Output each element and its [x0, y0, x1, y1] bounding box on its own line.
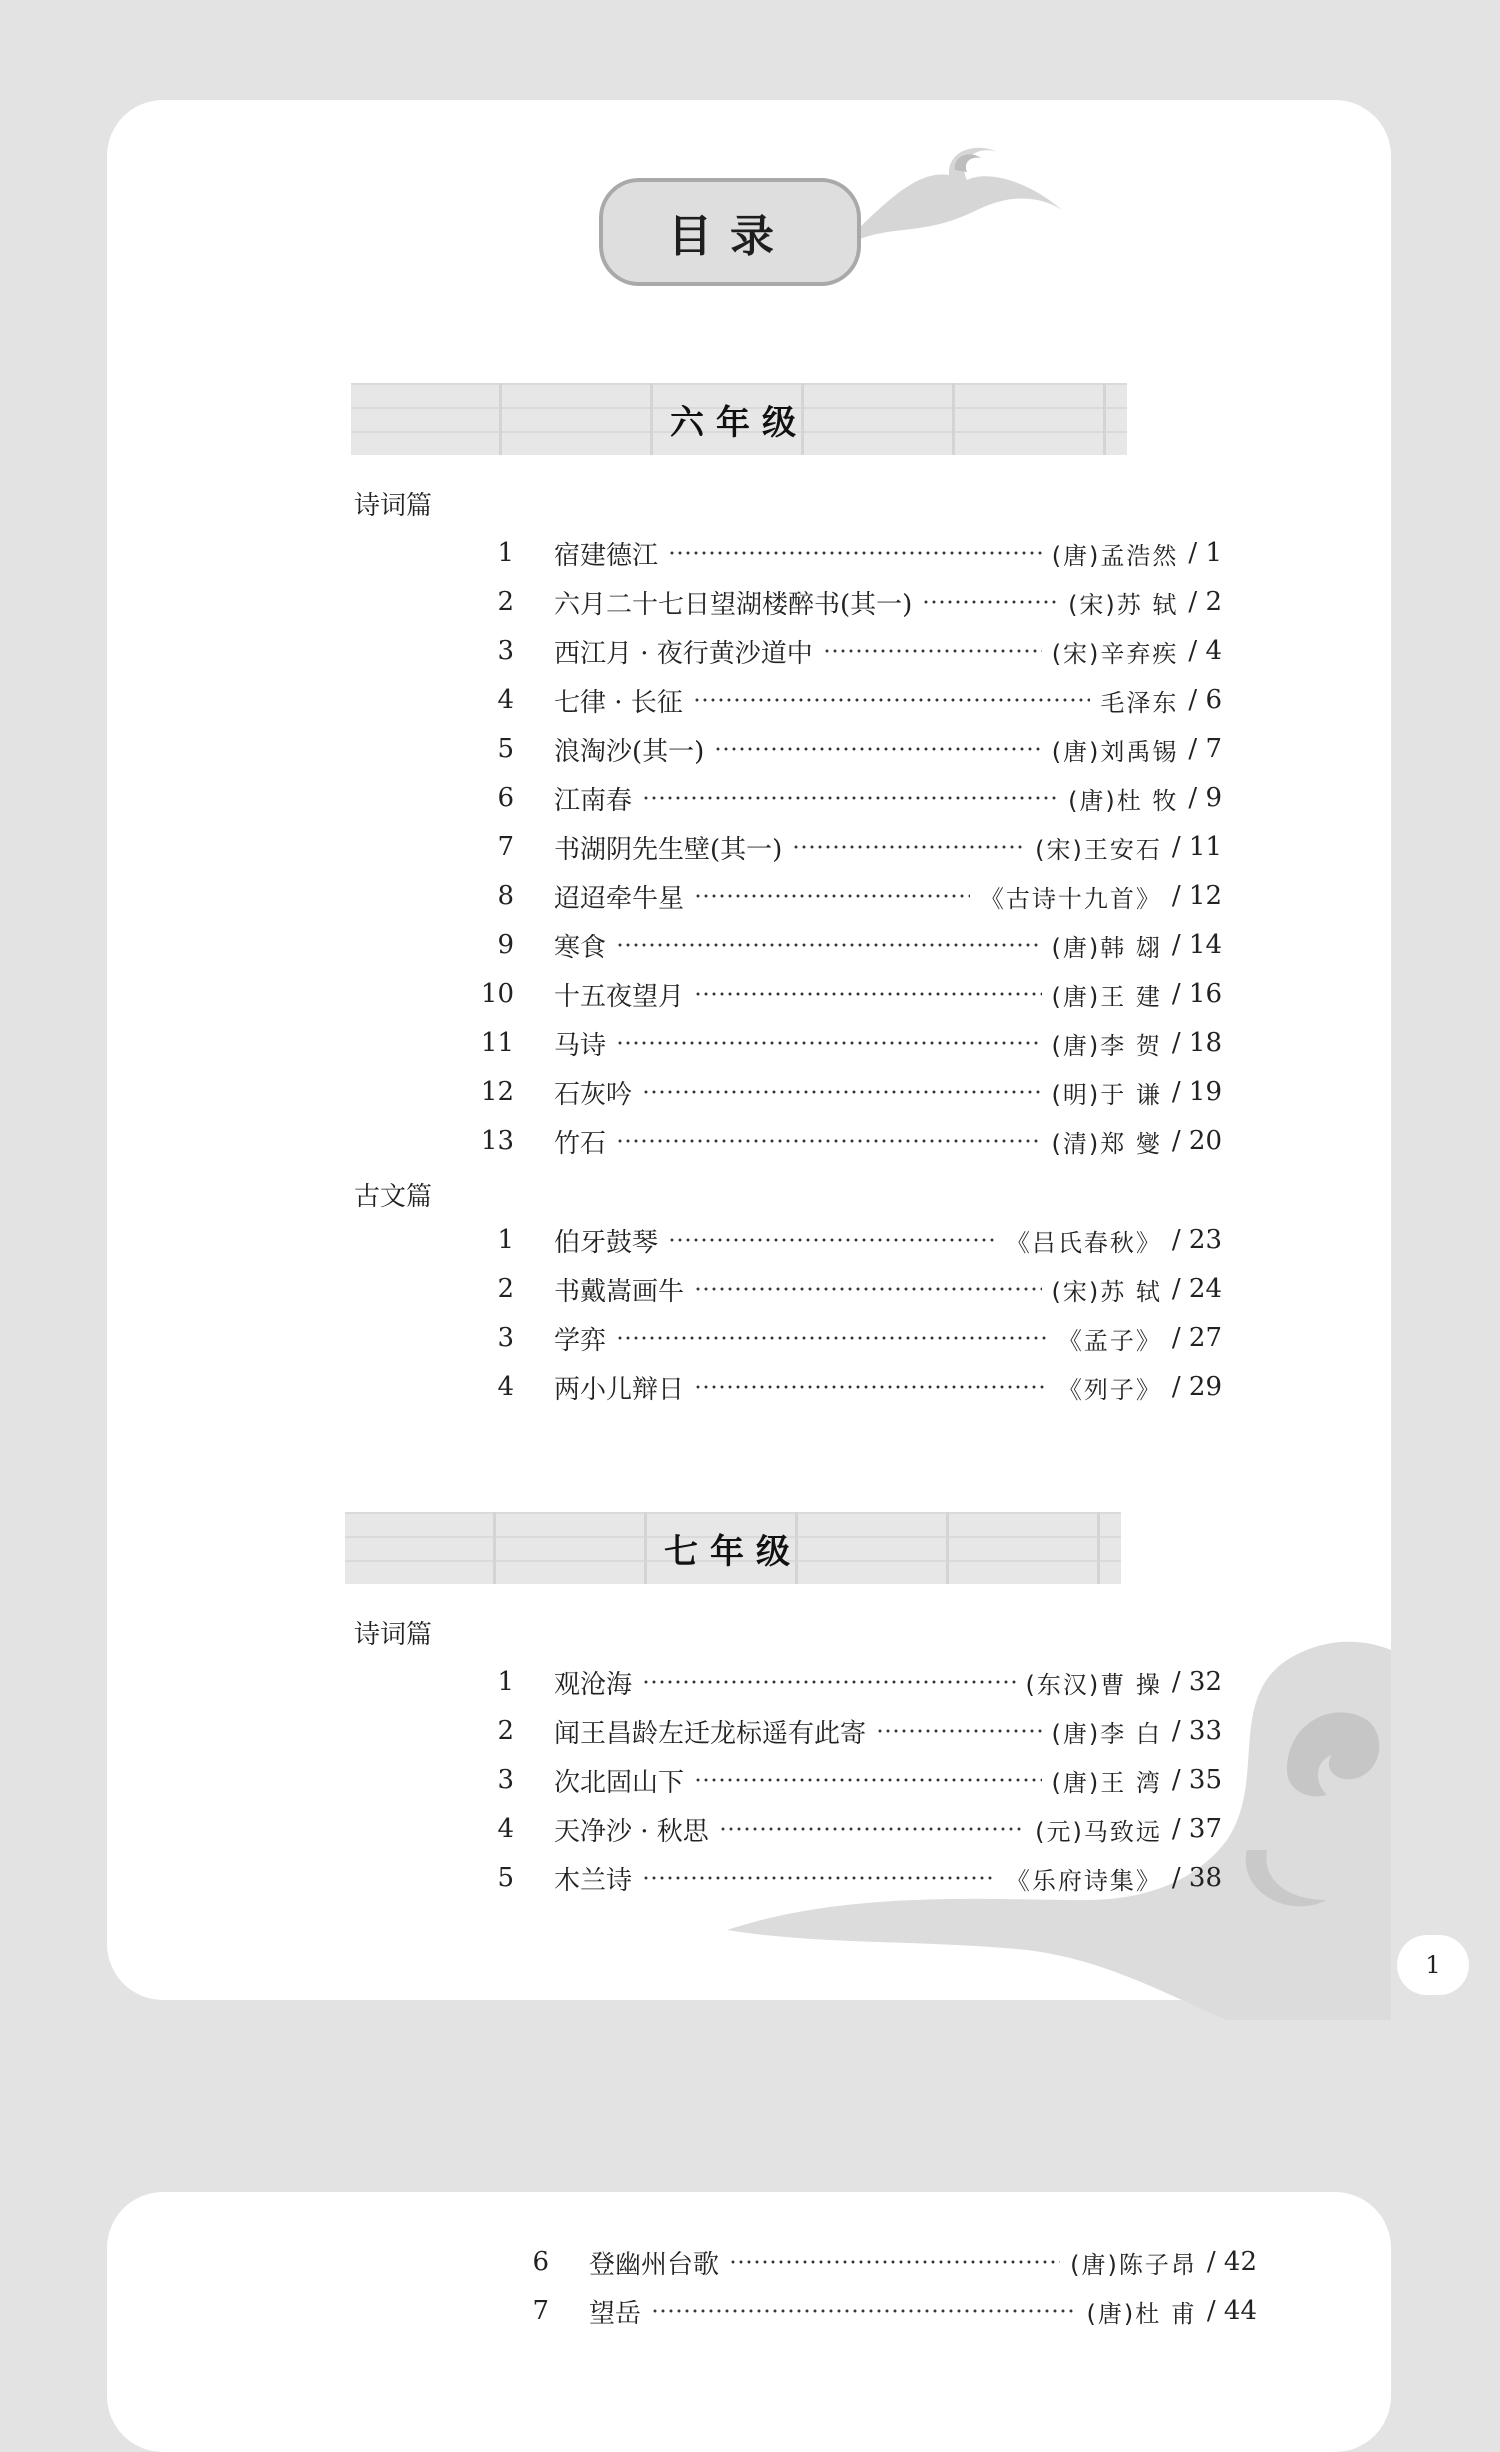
entry-page: / 35: [1171, 1765, 1222, 1795]
leader-dots: [651, 2309, 1077, 2313]
toc-entry[interactable]: [497, 2242, 1257, 2282]
entry-title: 宿建德江: [554, 540, 659, 571]
entry-author: (宋)苏 轼: [1068, 590, 1179, 619]
entry-title: 竹石: [554, 1128, 607, 1159]
entry-page: / 32: [1171, 1667, 1222, 1697]
leader-dots: [668, 1238, 996, 1242]
cloud-swirl-decoration: [827, 140, 1067, 270]
leader-dots: [876, 1729, 1042, 1733]
leader-dots: [694, 894, 970, 898]
entry-page: / 42: [1206, 2247, 1257, 2277]
toc-entry[interactable]: [462, 1121, 1222, 1161]
entry-title: 登幽州台歌: [589, 2249, 720, 2280]
toc-next-page: [107, 2192, 1391, 2452]
entry-author: (唐)韩 翃: [1051, 933, 1162, 962]
leader-dots: [719, 1827, 1025, 1831]
entry-number: 11: [480, 1028, 514, 1058]
entry-title: 天净沙 · 秋思: [554, 1816, 709, 1847]
entry-number: 10: [480, 979, 514, 1009]
entry-number: 1: [497, 1225, 514, 1255]
toc-entry[interactable]: [462, 729, 1222, 769]
entry-author: (宋)辛弃疾: [1051, 639, 1179, 668]
toc-entry[interactable]: [462, 974, 1222, 1014]
entry-author: 毛泽东: [1100, 688, 1179, 717]
entry-page: / 38: [1171, 1863, 1222, 1893]
entry-page: / 7: [1188, 734, 1222, 764]
toc-title: 目录: [599, 178, 861, 286]
entry-author: (明)于 谦: [1051, 1080, 1162, 1109]
entry-author: (宋)王安石: [1035, 835, 1162, 864]
entry-author: (唐)陈子昂: [1070, 2250, 1197, 2279]
toc-entry[interactable]: [462, 631, 1222, 671]
leader-dots: [694, 1778, 1042, 1782]
entry-number: 2: [497, 1274, 514, 1304]
entry-title: 观沧海: [554, 1669, 633, 1700]
toc-entry[interactable]: [462, 778, 1222, 818]
leader-dots: [642, 796, 1058, 800]
toc-entry[interactable]: [462, 876, 1222, 916]
entry-title: 书湖阴先生壁(其一): [554, 834, 783, 865]
leader-dots: [823, 649, 1042, 653]
entry-page: / 19: [1171, 1077, 1222, 1107]
entry-title: 江南春: [554, 785, 633, 816]
toc-entry[interactable]: [462, 1220, 1222, 1260]
grade-banner-7: 七年级: [345, 1512, 1121, 1584]
entry-title: 石灰吟: [554, 1079, 633, 1110]
entry-page: / 6: [1188, 685, 1222, 715]
entry-page: / 11: [1171, 832, 1222, 862]
entry-number: 3: [497, 636, 514, 666]
leader-dots: [642, 1680, 1016, 1684]
leader-dots: [668, 551, 1042, 555]
entry-number: 7: [497, 832, 514, 862]
entry-author: (唐)李 贺: [1051, 1031, 1162, 1060]
leader-dots: [922, 600, 1058, 604]
entry-author: (唐)王 建: [1051, 982, 1162, 1011]
entry-title: 马诗: [554, 1030, 607, 1061]
toc-entry[interactable]: [462, 1023, 1222, 1063]
leader-dots: [694, 1385, 1048, 1389]
entry-page: / 14: [1171, 930, 1222, 960]
entry-number: 8: [497, 881, 514, 911]
leader-dots: [729, 2260, 1060, 2264]
section-heading-classical-prose: 古文篇: [354, 1182, 433, 1212]
section-heading-poetry: 诗词篇: [354, 1620, 433, 1650]
entry-number: 5: [497, 734, 514, 764]
entry-number: 2: [497, 1716, 514, 1746]
leader-dots: [693, 698, 1091, 702]
entry-title: 木兰诗: [554, 1865, 633, 1896]
toc-entry[interactable]: [462, 1269, 1222, 1309]
entry-number: 3: [497, 1765, 514, 1795]
toc-entry[interactable]: [462, 827, 1222, 867]
entry-number: 4: [497, 1372, 514, 1402]
entry-page: / 12: [1171, 881, 1222, 911]
entry-number: 4: [497, 685, 514, 715]
toc-entry[interactable]: [462, 1711, 1222, 1751]
entry-title: 浪淘沙(其一): [554, 736, 705, 767]
entry-number: 6: [497, 783, 514, 813]
entry-title: 十五夜望月: [554, 981, 685, 1012]
leader-dots: [694, 1287, 1042, 1291]
entry-author: (唐)李 白: [1051, 1719, 1162, 1748]
entry-number: 1: [497, 1667, 514, 1697]
entry-title: 七律 · 长征: [554, 687, 683, 718]
toc-entry[interactable]: [462, 1662, 1222, 1702]
entry-author: (唐)刘禹锡: [1051, 737, 1179, 766]
entry-page: / 37: [1171, 1814, 1222, 1844]
entry-page: / 16: [1171, 979, 1222, 1009]
entry-number: 9: [497, 930, 514, 960]
entry-page: / 18: [1171, 1028, 1222, 1058]
leader-dots: [642, 1090, 1042, 1094]
leader-dots: [616, 943, 1042, 947]
leader-dots: [714, 747, 1041, 751]
entry-author: (宋)苏 轼: [1051, 1277, 1162, 1306]
section-heading-poetry: 诗词篇: [354, 491, 433, 521]
entry-author: (唐)杜 甫: [1086, 2299, 1197, 2328]
entry-number: 3: [497, 1323, 514, 1353]
toc-entry[interactable]: [462, 1858, 1222, 1898]
entry-author: 《古诗十九首》: [979, 884, 1162, 913]
entry-page: / 23: [1171, 1225, 1222, 1255]
leader-dots: [616, 1139, 1042, 1143]
toc-entry[interactable]: [462, 533, 1222, 573]
grade-banner-6: 六年级: [351, 383, 1127, 455]
entry-author: 《吕氏春秋》: [1005, 1228, 1162, 1257]
entry-title: 寒食: [554, 932, 607, 963]
entry-author: (唐)王 湾: [1051, 1768, 1162, 1797]
toc-entry[interactable]: [462, 1318, 1222, 1358]
entry-title: 迢迢牵牛星: [554, 883, 685, 914]
entry-page: / 33: [1171, 1716, 1222, 1746]
toc-entry[interactable]: [462, 680, 1222, 720]
entry-number: 6: [532, 2247, 549, 2277]
entry-title: 伯牙鼓琴: [554, 1227, 659, 1258]
entry-author: (元)马致远: [1035, 1817, 1162, 1846]
toc-entry[interactable]: [497, 2291, 1257, 2331]
entry-number: 13: [480, 1126, 514, 1156]
entry-page: / 9: [1188, 783, 1222, 813]
entry-page: / 4: [1188, 636, 1222, 666]
entry-author: (唐)孟浩然: [1051, 541, 1179, 570]
entry-author: 《乐府诗集》: [1005, 1866, 1162, 1895]
toc-entry[interactable]: [462, 1072, 1222, 1112]
entry-number: 2: [497, 587, 514, 617]
entry-author: 《孟子》: [1057, 1326, 1162, 1355]
toc-entry[interactable]: [462, 1809, 1222, 1849]
entry-page: / 24: [1171, 1274, 1222, 1304]
entry-title: 西江月 · 夜行黄沙道中: [554, 638, 813, 669]
leader-dots: [792, 845, 1025, 849]
toc-entry[interactable]: [462, 1760, 1222, 1800]
page-number: 1: [1397, 1935, 1469, 1995]
entry-author: (清)郑 燮: [1051, 1129, 1162, 1158]
toc-entry[interactable]: [462, 1367, 1222, 1407]
toc-entry[interactable]: [462, 925, 1222, 965]
toc-entry[interactable]: [462, 582, 1222, 622]
entry-title: 学弈: [554, 1325, 607, 1356]
entry-number: 4: [497, 1814, 514, 1844]
entry-title: 书戴嵩画牛: [554, 1276, 685, 1307]
entry-page: / 27: [1171, 1323, 1222, 1353]
entry-page: / 1: [1188, 538, 1222, 568]
entry-title: 望岳: [589, 2298, 642, 2329]
entry-author: (东汉)曹 操: [1025, 1670, 1162, 1699]
entry-page: / 2: [1188, 587, 1222, 617]
entry-author: 《列子》: [1057, 1375, 1162, 1404]
entry-title: 闻王昌龄左迁龙标遥有此寄: [554, 1718, 867, 1749]
leader-dots: [694, 992, 1042, 996]
entry-title: 次北固山下: [554, 1767, 685, 1798]
entry-page: / 44: [1206, 2296, 1257, 2326]
entry-number: 5: [497, 1863, 514, 1893]
leader-dots: [616, 1041, 1042, 1045]
entry-number: 12: [480, 1077, 514, 1107]
entry-page: / 20: [1171, 1126, 1222, 1156]
entry-title: 两小儿辩日: [554, 1374, 685, 1405]
entry-number: 1: [497, 538, 514, 568]
entry-page: / 29: [1171, 1372, 1222, 1402]
entry-title: 六月二十七日望湖楼醉书(其一): [554, 589, 913, 620]
toc-page: [107, 100, 1441, 2000]
entry-author: (唐)杜 牧: [1068, 786, 1179, 815]
entry-number: 7: [532, 2296, 549, 2326]
leader-dots: [642, 1876, 996, 1880]
leader-dots: [616, 1336, 1048, 1340]
